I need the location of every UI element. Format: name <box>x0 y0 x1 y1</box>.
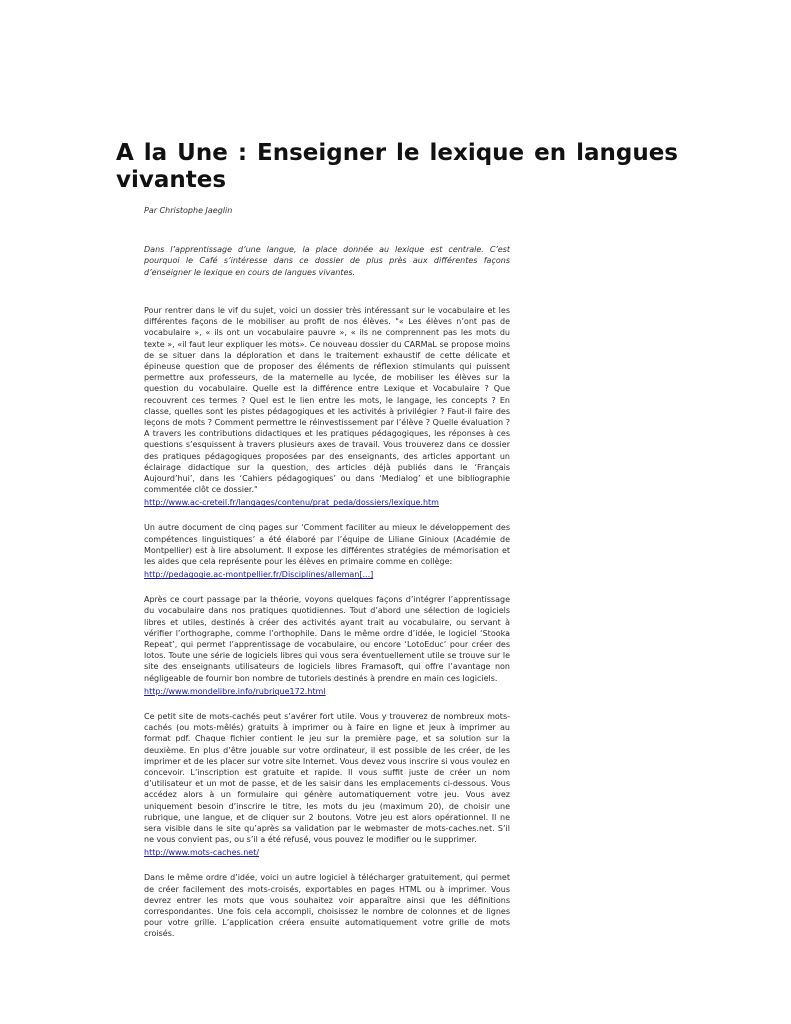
section-gap <box>144 580 510 594</box>
link-ac-creteil[interactable]: http://www.ac-creteil.fr/langages/contenu/prat_peda/dossiers/lexique.htm <box>144 498 439 508</box>
link-ac-montpellier[interactable]: http://pedagogie.ac-montpellier.fr/Disciplines/alleman[...] <box>144 570 374 580</box>
article-byline: Par Christophe Jaeglin <box>144 206 233 215</box>
paragraph-mots-caches: Ce petit site de mots-cachés peut s’avérer fort utile. Vous y trouverez de nombreux mots-cachés (ou mots-mêlés) gratuits à imprimer ou à faire en ligne et jeux à imprimer au format pdf. Chaque fichier contient le jeu sur la première page, et sa solution sur la deuxième. En plus d’être jouable sur votre ordinateur, il est possible de les créer, de les imprimer et de les placer sur votre site Internet. Vous devez vous inscrire si vous voulez en concevoir. L’inscription est gratuite et rapide. Il vous suffit juste de créer un nom d’utilisateur et un mot de passe, et de les saisir dans les emplacements ci-dessous. Vous accédez alors à un formulaire qui génère automatiquement votre jeu. Vous avez uniquement besoin d’inscrire le titre, les mots du jeu (maximum 20), de choisir une rubrique, une langue, et de cliquer sur 2 boutons. Votre jeu est alors opérationnel. Il ne sera visible dans le site qu’après sa validation par le webmaster de mots-caches.net. S’il ne vous convient pas, ou s’il a été refusé, vous pouvez le modifier ou le supprimer. <box>144 711 510 845</box>
article-title: A la Une : Enseigner le lexique en langues vivantes <box>116 140 678 193</box>
section-gap <box>144 858 510 872</box>
paragraph-free-software: Après ce court passage par la théorie, voyons quelques façons d’intégrer l’apprentissage du vocabulaire dans nos pratiques quotidiennes. Tout d’abord une sélection de logiciels libres et utiles, destinés à créer des activités ayant trait au vocabulaire, ou servant à vérifier l’orthographe, comme l’orthophile. Dans le même ordre d’idée, le logiciel ‘Stooka Repeat’, qui permet l’apprentissage de vocabulaire, ou encore ‘LotoEduc’ pour créer des lotos. Toute une série de logiciels libres qui vous sera éventuellement utile se trouve sur le site des enseignants utilisateurs de logiciels libres Framasoft, qui offre l’avantage non négligeable de fournir bon nombre de tutoriels destinés à prendre en main ces logiciels. <box>144 595 510 683</box>
paragraph-mots-croises: Dans le même ordre d’idée, voici un autre logiciel à télécharger gratuitement, qui permet de créer facilement des mots-croisés, exportables en pages HTML ou à imprimer. Vous devrez entrer les mots que vous souhaitez voir apparaître ainsi que les définitions correspondantes. Une fois cela accompli, choisissez le nombre de colonnes et de lignes pour votre grille. L’application créera ensuite automatiquement votre grille de mots croisés. <box>144 873 510 939</box>
section-gap <box>144 697 510 711</box>
link-mots-caches[interactable]: http://www.mots-caches.net/ <box>144 848 260 858</box>
article-intro: Dans l’apprentissage d’une langue, la place donnée au lexique est centrale. C’est pourquoi le Café s’intéresse dans ce dossier de plus près aux différentes façons d’enseigner le lexique en cours de langues vivantes. <box>144 245 510 277</box>
link-mondelibre[interactable]: http://www.mondelibre.info/rubrique172.html <box>144 686 326 696</box>
paragraph-vocabulary-dossier: Pour rentrer dans le vif du sujet, voici un dossier très intéressant sur le vocabulaire et les différentes façons de le mobiliser au profit de nos élèves. "« Les élèves n’ont pas de vocabulaire », « ils ont un vocabulaire pauvre », « ils ne comprennent pas les mots du texte », «il faut leur expliquer les mots». Ce nouveau dossier du CARMaL se propose moins de se situer dans la déploration et dans le traitement exhaustif de cette délicate et épineuse question que de proposer des éléments de réflexion stimulants qui puissent permettre aux professeurs, de la maternelle au lycée, de mobiliser les élèves sur la question du vocabulaire. Quelle est la différence entre Lexique et Vocabulaire ? Que recouvrent ces termes ? Quel est le lien entre les mots, le langage, les concepts ? En classe, quelles sont les pistes pédagogiques et les activités à privilégier ? Faut-il faire des leçons de mots ? Comment permettre le réinvestissement par l’élève ? Quelle évaluation ? A travers les contributions didactiques et les pratiques pédagogiques, les réponses à ces questions s’esquissent à travers plusieurs axes de travail. Vous trouverez dans ce dossier des pratiques pédagogiques proposées par des enseignants, des articles apportant un éclairage didactique sur la question, des articles déjà publiés dans le ‘Français Aujourd’hui’, dans les ‘Cahiers pédagogiques’ ou dans ‘Medialog’ et une bibliographie commentée clôt ce dossier." <box>144 306 510 495</box>
section-gap <box>144 508 510 522</box>
paragraph-montpellier-document: Un autre document de cinq pages sur ‘Comment faciliter au mieux le développement des compétences linguistiques’ a été élaboré par l’équipe de Liliane Ginioux (Académie de Montpellier) est à lire absolument. Il expose les différentes stratégies de mémorisation et les aides que cela représente pour les élèves en primaire comme en collège: <box>144 523 510 567</box>
article-body <box>144 305 510 940</box>
